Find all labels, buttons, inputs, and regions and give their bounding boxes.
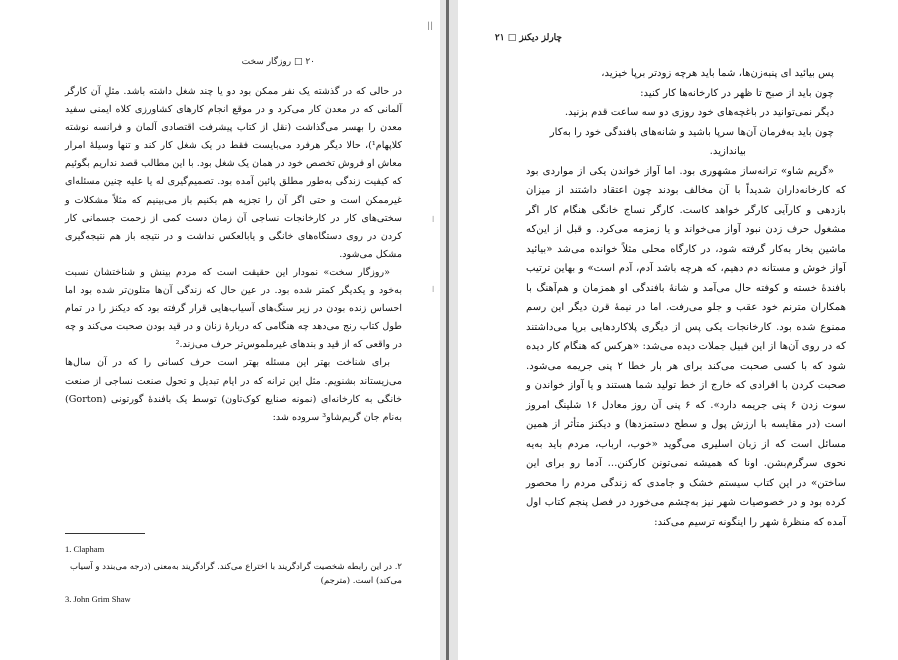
bleed-through-mark: اا (427, 20, 434, 33)
left-running-head: ۲۰ □ روزگار سخت (241, 57, 315, 67)
right-body-text (526, 64, 846, 532)
left-paragraph-1: در حالی که در گذشته یک نفر ممکن بود دو یا چند شغل داشته باشد. مثلِ آن کارگر آلمانی که در معدن کار می‌کرد و در موقع انجام کارهای کشاورزی کلاه ایمنی سفید معدن را بهسر می‌گذاشت (نقل از کتاب پیشرفت اقتصادی آلمان و فرانسه نوشته کلاپهام¹)، حالا دیگر هرفرد می‌بایست فقط در یک شغل کار کند و تنها وسیلهٔ امرار معاش او فروش تخصص خود در همان یک شغل بود. با این مطالب قصد نداریم بگوئیم که کیفیت زندگی به‌طور مطلق پائین آمده بود. تصمیم‌گیری له یا علیه چنین مسئله‌ای غیرممکن است و حتی اگر آن را تجزیه هم بکنیم باز می‌بینیم که مثلاً مشکلات و سختی‌های کار در کارخانجات نساجی آن زمان دست کمی از زحمت جسمانی کار کردن در روی دستگاه‌های خانگی و یابالعکس نداشت و در نتیجه باز هم نتیجه‌گیری مشکل می‌شود. (65, 86, 402, 260)
poem-line: دیگر نمی‌توانید در باغچه‌های خود روزی دو سه ساعت قدم بزنید. (564, 107, 834, 118)
footnotes (65, 533, 402, 606)
poem-line: پس بیائید ای پنبه‌زن‌ها، شما باید هرچه زودتر برپا خیزید، (601, 68, 834, 79)
bleed-through-mark: ا (432, 285, 435, 294)
footnote-1: 1. Clapham (65, 544, 105, 554)
poem-line: چون باید از صبح تا ظهر در کارخانه‌ها کار کنید: (640, 87, 834, 99)
right-page (458, 0, 898, 660)
left-paragraph-2: «روزگار سخت» نمودار این حقیقت است که مردم بینش و شناختشان نسبت به‌خود و یکدیگر کمتر شده بود. در عین حال که زندگی آن‌ها متلون‌تر شده بود اما احساس زنده بودن در زیر سنگ‌های آسیاب‌هایی قرار گرفته بود که دیکنز را در تمام طول کتاب رنج می‌دهد چه هنگامی که دربارهٔ زنان و در قید بودن صحبت می‌کند و چه در واقعی که از قید و بندهای غیرملموس‌تر حرف می‌زند.² (65, 266, 402, 351)
poem-line: چون باید به‌فرمان آن‌ها سرپا باشید و شانه‌های بافندگی خود را به‌کار (549, 126, 834, 138)
footnote-2: ۲. در این رابطه شخصیت گرادگریند با اختراع می‌کند. گرادگریند به‌معنی (درجه می‌بندد و آسیاب می‌کند) است. (مترجم) (70, 562, 402, 586)
left-body-text (65, 83, 402, 427)
right-running-head: چارلز دیکنز □ ۲۱ (494, 33, 562, 43)
right-paragraph: «گریم شاو» ترانه‌ساز مشهوری بود. اما آواز خواندن یکی از مواردی بود که کارخانه‌داران شدیداً با آن مخالف بودند چون اعتقاد داشتند از میزان بازدهی و کارآیی کارگر خواهد کاست. کارگر نساج خانگی هنگام کار اگر مشغول حرف زدن نبود آواز می‌خواند و یا زمزمه می‌کرد. و قبل از این‌که ماشین بخار به‌کار گرفته شود، در کارگاه محلی مثلاً خوانده می‌شد «بیائید آواز خوش و مستانه دم دهیم، که هرچه باشد آدم، آدم است» و بهاین ترتیب بافندهٔ خسته و کوفته حال می‌آمد و شانهٔ بافندگی او همزمان و هم‌آهنگ با همکاران مترنم خود عقب و جلو می‌رفت. اما در نیمهٔ قرن دیگر این رسم ممنوع شده بود. کارخانجات یکی پس از دیگری پلاکاردهایی برپا می‌داشتند که در روی آن‌ها از این قبیل جملات دیده می‌شد: «هرکس که هنگام کار دیده شود که با کسی صحبت می‌کند برای هر بار خطا ۲ پنی جریمه می‌شود. صحبت کردن با افرادی که خارج از خط تولید شما هستند و یا آواز خواندن و سوت زدن ۶ پنی جریمه دارد». که ۶ پنی آن روز معادل ۱۶ شلینگ امروز است (در مقایسه با ارزش پول و سطح دستمزدها) و دیکنز متأثر از همین مسائل است که از زبان اسلیری می‌گوید «خوب، ارباب، مردم باید به‌یه نحوی سرگرم‌بشن. اونا که همیشه نمی‌تونن کارکنن... آدما رو برای این ساختن» در این کتاب سیستم خشک و جامدی که زندگی مردم را محصور کرده بود و در خصوصیات شهر نیز به‌چشم می‌خورد در فصل پنجم کتاب اول آمده که منظرهٔ شهر را اینگونه ترسیم می‌کند: (526, 165, 847, 528)
gutter-divider (446, 0, 449, 660)
poem-line: بیاندازید. (709, 146, 746, 157)
footnote-3: 3. John Grim Shaw (65, 594, 131, 604)
bleed-through-mark: ا (432, 215, 435, 224)
footnote-rule (65, 533, 145, 534)
left-paragraph-3: برای شناخت بهتر این مسئله بهتر است حرف کسانی را که در آن سال‌ها می‌زیستاند بشنویم. مثل این ترانه که در ایام تبدیل و تحول صنعت نساجی از صنعت خانگی به کارخانه‌ای (نمونه صنایع کوک‌تاون) توسط یک بافندهٔ گورتونی (Gorton) به‌نام جان گریم‌شاو³ سروده شد: (65, 357, 402, 423)
book-gutter (440, 0, 458, 660)
left-page (0, 0, 440, 660)
